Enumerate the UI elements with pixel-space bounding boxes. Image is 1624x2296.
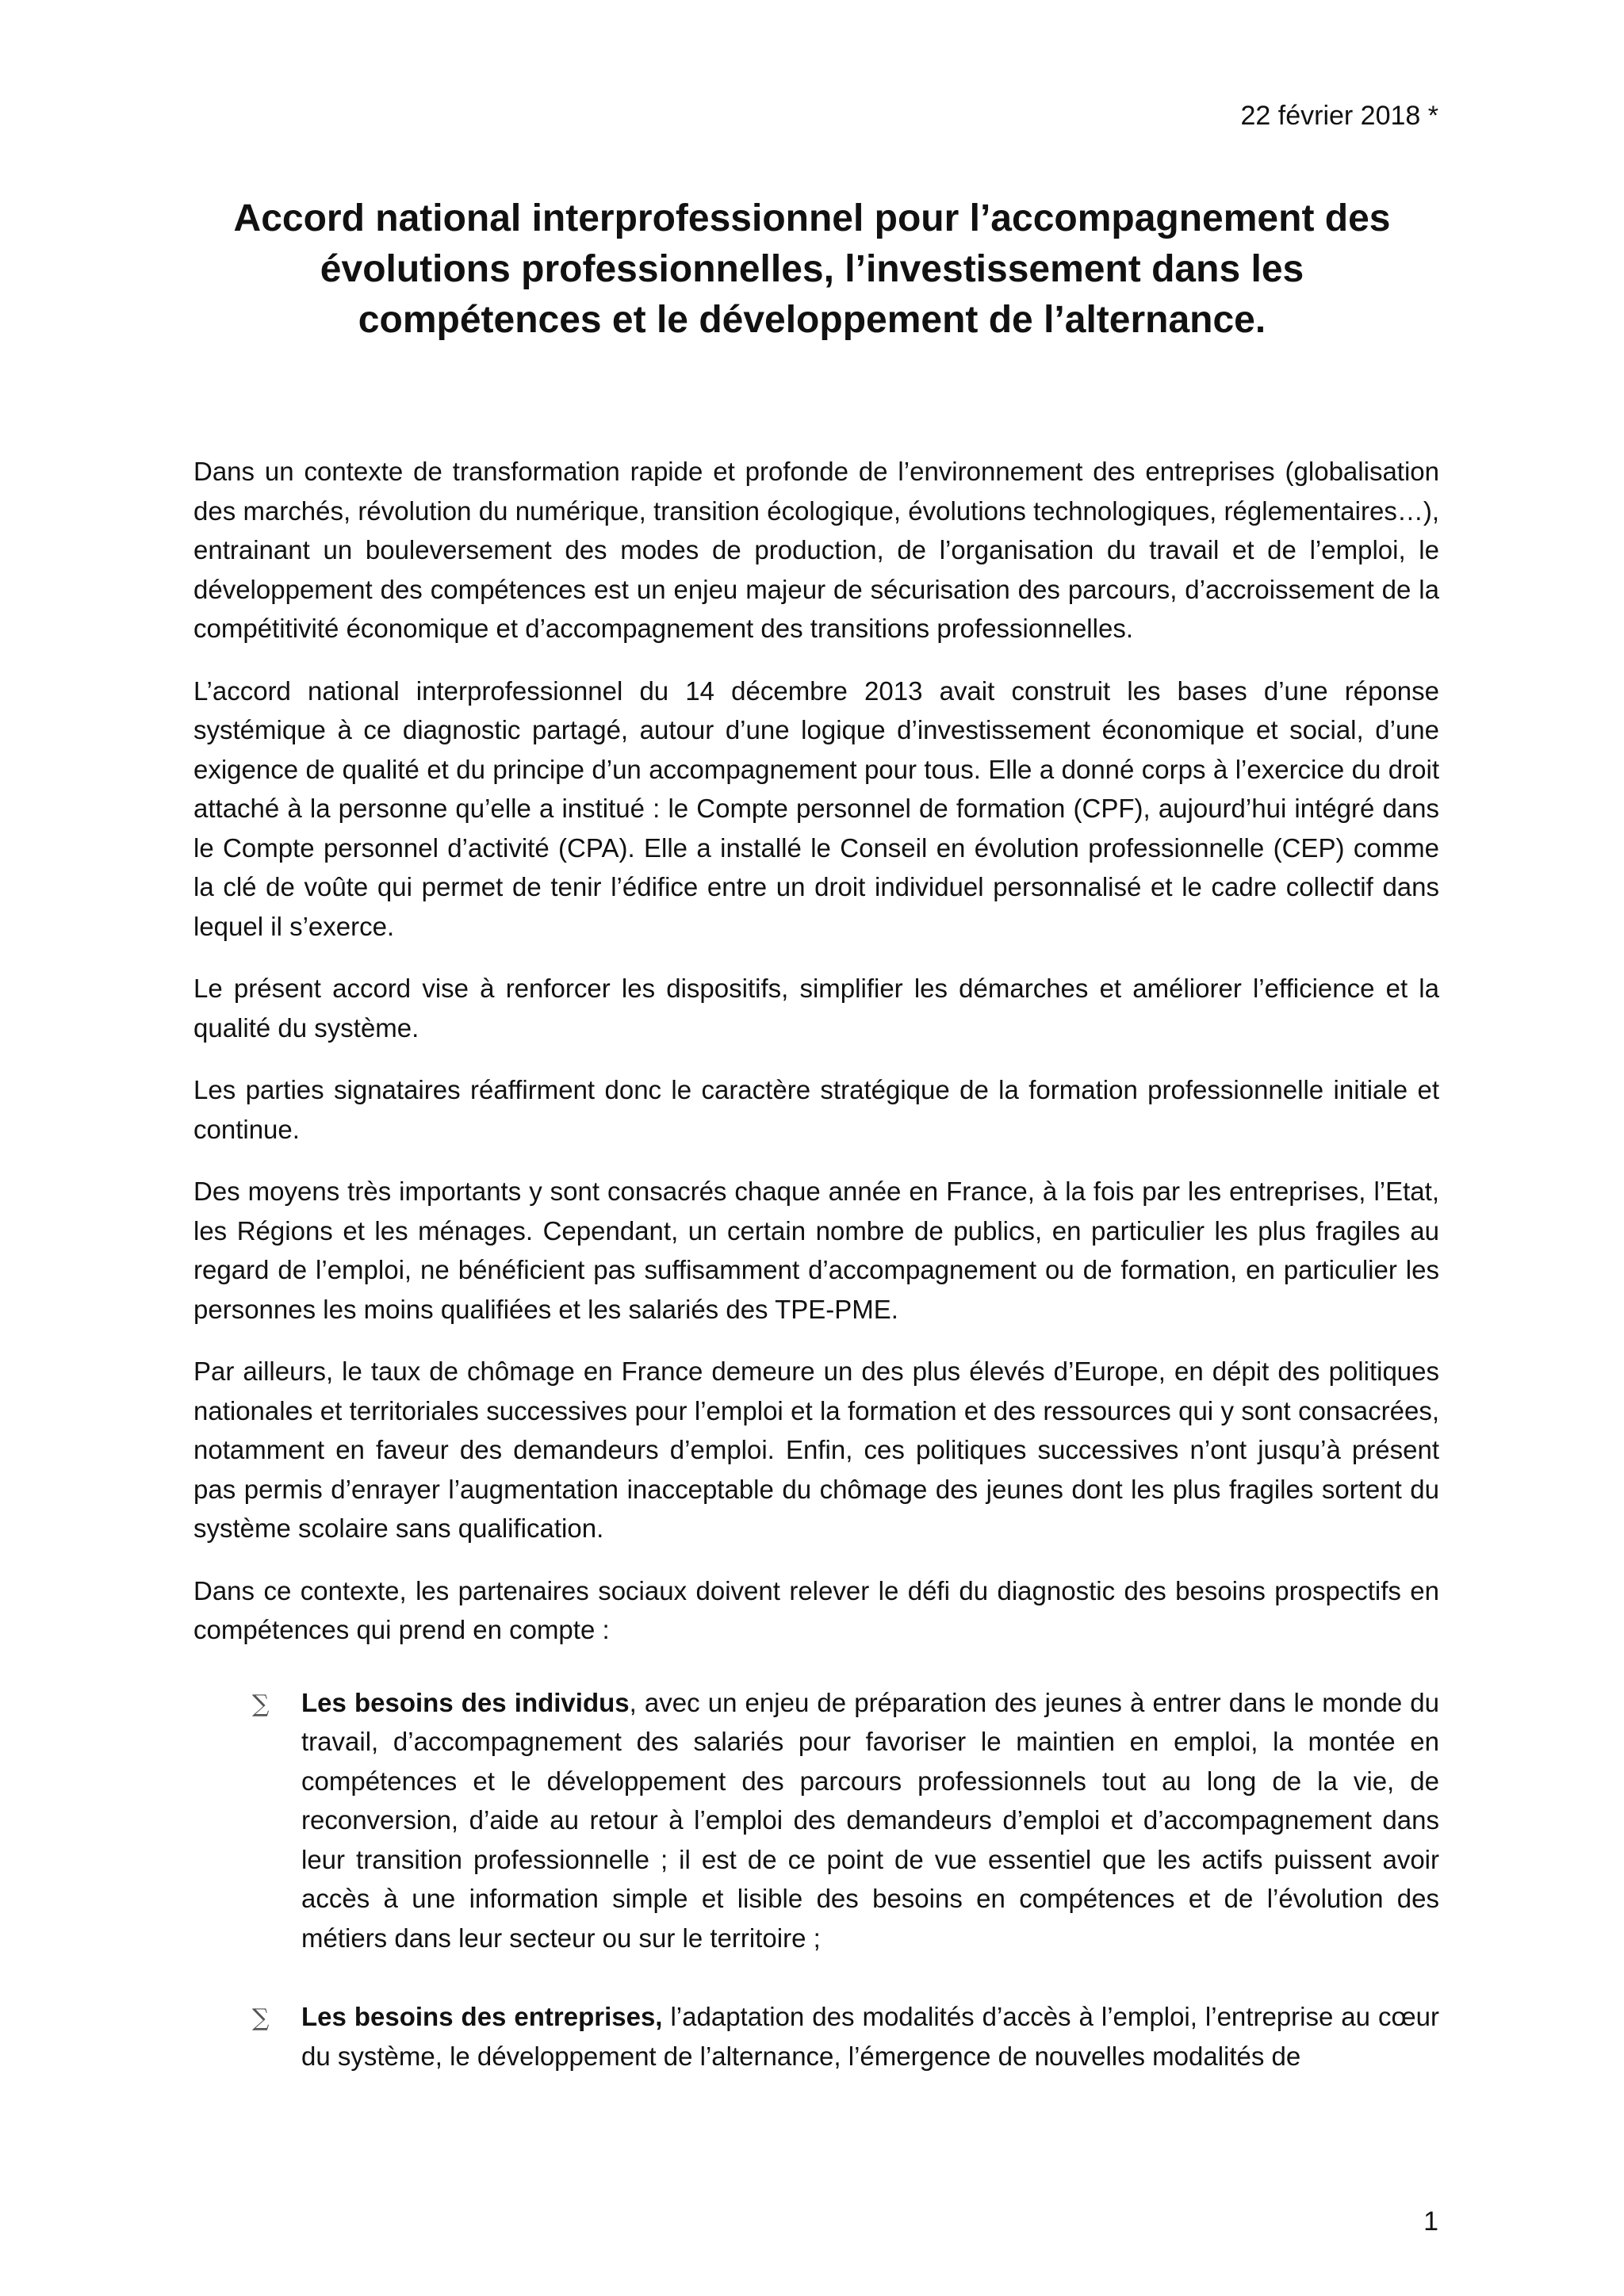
paragraph: L’accord national interprofessionnel du 14 décembre 2013 avait construit les bases d’une réponse systémique à ce diagnostic partagé, autour d’une logique d’investissement économique et social, d’une exigence de qualité et du principe d’un accompagnement pour tous. Elle a donné corps à l’exercice du droit attaché à la personne qu’elle a institué : le Compte personnel de formation (CPF), aujourd’hui intégré dans le Compte personnel d’activité (CPA). Elle a installé le Conseil en évolution professionnelle (CEP) comme la clé de voûte qui permet de tenir l’édifice entre un droit individuel personnalisé et le cadre collectif dans lequel il s’exerce. [193,675,1439,941]
bullet-item-entreprises [193,1997,1439,2076]
paragraph: Des moyens très importants y sont consacrés chaque année en France, à la fois par les entreprises, l’Etat, les Régions et les ménages. Cependant, un certain nombre de publics, en particulier les plus fragiles au regard de l’emploi, ne bénéficient pas suffisamment d’accompagnement ou de formation, en particulier les personnes les moins qualifiées et les salariés des TPE-PME. [193,1177,1439,1324]
bullet-text: l’adaptation des modalités d’accès à l’emploi, l’entreprise au cœur du système, le développement de l’alternance, l’émergence de nouvelles modalités de [301,2002,1439,2071]
bullet-text: , avec un enjeu de préparation des jeunes à entrer dans le monde du travail, d’accompagnement des salariés pour favoriser le maintien en emploi, la montée en compétences et le développement des parcours professionnels tout au long de la vie, de reconversion, d’aide au retour à l’emploi des demandeurs d’emploi et d’accompagnement dans leur transition professionnelle ; il est de ce point de vue essentiel que les actifs puissent avoir accès à une information simple et lisible des besoins en compétences et de l’évolution des métiers dans leur secteur ou sur le territoire ; [301,1687,1439,1953]
paragraph: Par ailleurs, le taux de chômage en France demeure un des plus élevés d’Europe, en dépit des politiques nationales et territoriales successives pour l’emploi et la formation et des ressources qui y sont consacrées, notamment en faveur des demandeurs d’emploi. Enfin, ces politiques successives n’ont jusqu’à présent pas permis d’enrayer l’augmentation inacceptable du chômage des jeunes dont les plus fragiles sortent du système scolaire sans qualification. [193,1357,1439,1543]
bullet-marker-icon: ∑ [252,1689,270,1718]
paragraph: Dans un contexte de transformation rapide et profonde de l’environnement des entreprises (globalisation des marchés, révolution du numérique, transition écologique, évolutions technologiques, réglementaires…), entrainant un bouleversement des modes de production, de l’organisation du travail et de l’emploi, le développement des compétences est un enjeu majeur de sécurisation des parcours, d’accroissement de la compétitivité économique et d’accompagnement des transitions professionnelles. [193,457,1439,643]
paragraph: Dans ce contexte, les partenaires sociaux doivent relever le défi du diagnostic des besoins prospectifs en compétences qui prend en compte : [193,1575,1439,1644]
document-date: 22 février 2018 * [1240,101,1438,131]
document-title: Accord national interprofessionnel pour l’accompagnement des évolutions professionnelles, l’investissement dans les compétences et le développement de l’alternance. [233,197,1391,341]
paragraph: Le présent accord vise à renforcer les dispositifs, simplifier les démarches et améliorer l’efficience et la qualité du système. [193,974,1439,1043]
bullet-item-individus [193,1683,1439,1958]
bullet-lead: Les besoins des entreprises, [301,2002,663,2031]
paragraph: Les parties signataires réaffirment donc le caractère stratégique de la formation professionnelle initiale et continue. [193,1075,1439,1144]
page-number: 1 [1423,2206,1438,2237]
bullet-marker-icon: ∑ [252,2004,270,2032]
document-body [193,452,1439,2115]
bullet-lead: Les besoins des individus [301,1687,630,1717]
